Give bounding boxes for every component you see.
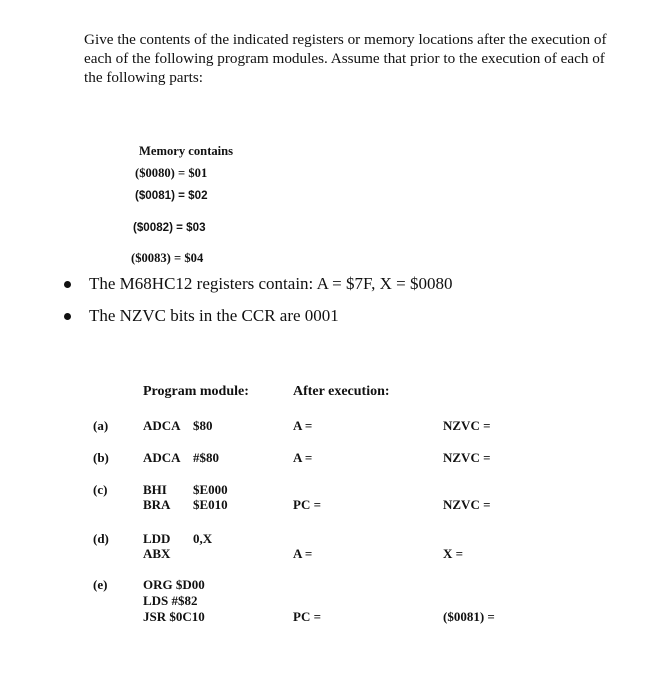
intro-line: Give the contents of the indicated registers or memory locations after the execution of xyxy=(84,31,607,48)
header-program-module: Program module: xyxy=(143,384,249,399)
code-mnemonic: ADCA xyxy=(143,450,181,465)
bullet-ccr: The NZVC bits in the CCR are 0001 xyxy=(89,306,339,325)
code-line: ORG $D00 xyxy=(143,577,205,592)
code-mnemonic: BRA xyxy=(143,497,171,512)
code-operand: #$80 xyxy=(193,450,219,465)
result-field: X = xyxy=(443,546,464,561)
code-line: LDS #$82 xyxy=(143,593,198,608)
code-line: JSR $0C10 xyxy=(143,609,205,624)
result-field: NZVC = xyxy=(443,450,491,465)
result-field: PC = xyxy=(293,609,321,624)
memory-row: ($0083) = $04 xyxy=(131,251,204,265)
bullet-dot xyxy=(64,313,71,320)
header-after-execution: After execution: xyxy=(293,384,390,399)
row-label: (d) xyxy=(93,531,109,546)
memory-row: ($0082) = $03 xyxy=(133,221,206,234)
row-label: (e) xyxy=(93,577,108,592)
result-field: NZVC = xyxy=(443,418,491,433)
row-label: (a) xyxy=(93,418,109,433)
code-operand: $80 xyxy=(193,418,213,433)
code-mnemonic: BHI xyxy=(143,482,167,497)
code-operand: $E010 xyxy=(193,497,228,512)
result-field: NZVC = xyxy=(443,497,491,512)
code-mnemonic: ADCA xyxy=(143,418,181,433)
result-field: ($0081) = xyxy=(443,609,495,624)
result-field: A = xyxy=(293,450,313,465)
intro-line: each of the following program modules. Assume that prior to the execution of each of xyxy=(84,50,605,67)
bullet-registers: The M68HC12 registers contain: A = $7F, X = $0080 xyxy=(89,274,453,293)
bullet-dot xyxy=(64,281,71,288)
intro-paragraph xyxy=(84,30,607,87)
memory-title: Memory contains xyxy=(139,144,234,158)
row-label: (b) xyxy=(93,450,109,465)
code-operand: 0,X xyxy=(193,531,213,546)
result-field: PC = xyxy=(293,497,321,512)
row-label: (c) xyxy=(93,482,108,497)
code-mnemonic: ABX xyxy=(143,546,171,561)
memory-row: ($0080) = $01 xyxy=(135,166,208,180)
intro-line: the following parts: xyxy=(84,69,203,86)
code-operand: $E000 xyxy=(193,482,228,497)
result-field: A = xyxy=(293,546,313,561)
memory-row: ($0081) = $02 xyxy=(135,189,208,202)
code-mnemonic: LDD xyxy=(143,531,171,546)
result-field: A = xyxy=(293,418,313,433)
